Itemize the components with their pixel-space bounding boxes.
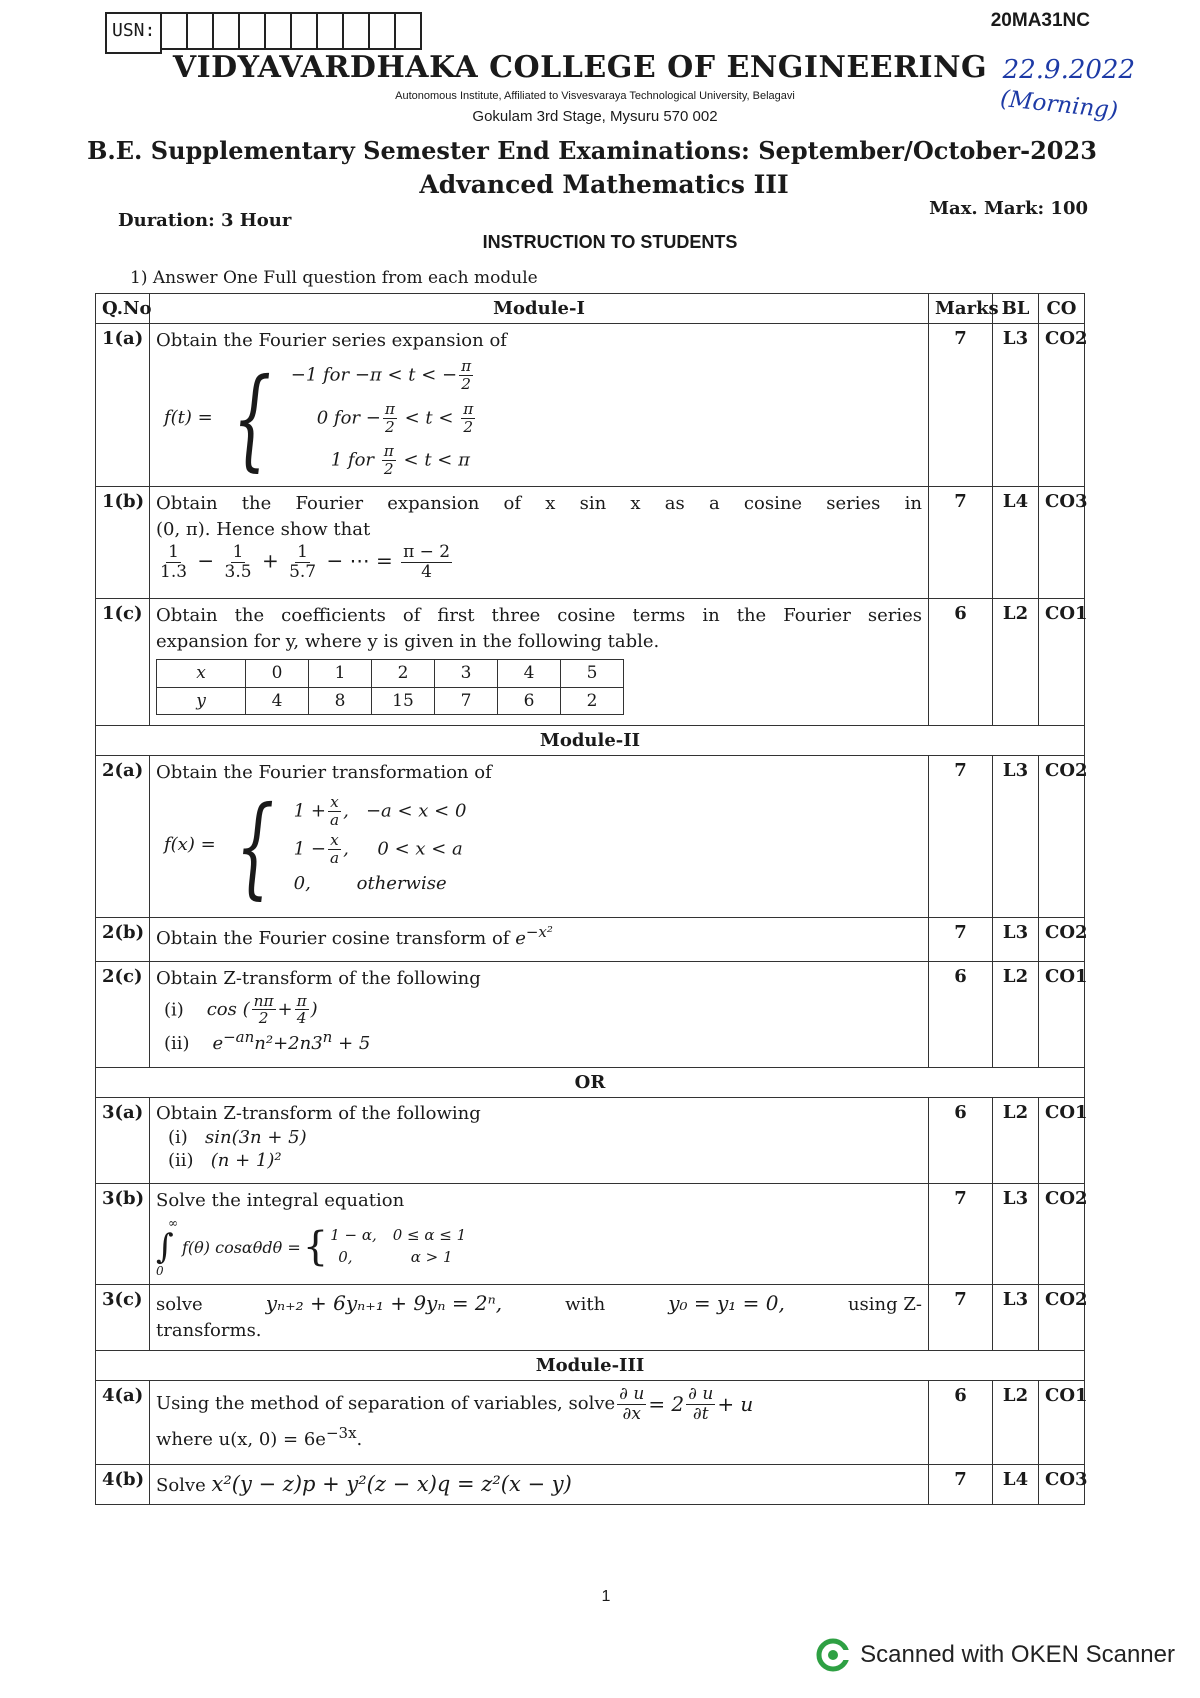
table-row <box>96 598 1085 725</box>
question-number: 2(a) <box>96 756 150 918</box>
piecewise-function <box>164 354 922 483</box>
x-value: 1 <box>309 660 372 688</box>
bl-value: L3 <box>993 1284 1039 1350</box>
instruction-item: 1) Answer One Full question from each module <box>130 268 538 288</box>
affiliation-line: Autonomous Institute, Affiliated to Visvesvaraya Technological University, Belagavi <box>395 90 795 102</box>
question-text <box>150 918 929 962</box>
usn-label: USN: <box>105 12 162 54</box>
paper-code: 20MA31NC <box>990 10 1090 31</box>
question-prompt: Obtain the Fourier cosine transform of <box>156 928 510 950</box>
co-value: CO2 <box>1039 918 1085 962</box>
y-value: 6 <box>498 687 561 715</box>
duration: Duration: 3 Hour <box>118 210 292 231</box>
usn-box-group <box>105 12 422 54</box>
question-text <box>150 324 929 487</box>
marks-value: 6 <box>929 1380 993 1464</box>
sub-question: (ii) $e^{-an}n^2+2n3^n + 5$ <box>164 1028 371 1055</box>
bl-header: BL <box>993 294 1039 324</box>
table-row <box>96 1464 1085 1504</box>
module-row <box>96 1350 1085 1380</box>
brace-symbol: { <box>235 781 274 910</box>
case-line: 1 + $\frac{x}{a}$ , −a < x < 0 <box>293 792 467 829</box>
question-text <box>150 756 929 918</box>
y-value: 2 <box>561 687 624 715</box>
bl-value: L3 <box>993 756 1039 918</box>
sub-question: (i) sin(3n + 5) <box>168 1126 307 1148</box>
y-label: y <box>157 687 246 715</box>
table-row <box>96 918 1085 962</box>
question-prompt: Obtain the Fourier series expansion of <box>156 330 507 351</box>
table-row <box>96 756 1085 918</box>
co-value: CO2 <box>1039 324 1085 487</box>
co-value: CO1 <box>1039 962 1085 1068</box>
question-number: 1(a) <box>96 324 150 487</box>
y-value: 8 <box>309 687 372 715</box>
question-text <box>150 1284 929 1350</box>
usn-cell <box>292 12 318 50</box>
module-heading: Module-II <box>96 726 1085 756</box>
table-row <box>96 1380 1085 1464</box>
co-value: CO1 <box>1039 1380 1085 1464</box>
question-text <box>150 598 929 725</box>
marks-value: 7 <box>929 1464 993 1504</box>
bl-value: L3 <box>993 1184 1039 1284</box>
question-table <box>95 293 1088 1505</box>
exam-title: B.E. Supplementary Semester End Examinations: September/October-2023 <box>87 136 1097 165</box>
usn-cell <box>396 12 422 50</box>
address-line: Gokulam 3rd Stage, Mysuru 570 002 <box>472 108 718 125</box>
usn-cell <box>188 12 214 50</box>
question-prompt: Using the method of separation of variables, solve $\frac{\partial u}{\partial x}$ = 2 $\frac{\partial u}{\partial t}$ + u <box>156 1383 754 1424</box>
usn-cell <box>370 12 396 50</box>
co-value: CO2 <box>1039 1284 1085 1350</box>
case-line: 1 for $\frac{\pi}{2}$ < t < π <box>330 442 470 479</box>
usn-cell <box>318 12 344 50</box>
question-number: 3(c) <box>96 1284 150 1350</box>
case-line: −1 for −π < t < − $\frac{\pi}{2}$ <box>290 357 472 393</box>
module-heading: Module-III <box>96 1350 1085 1380</box>
bl-value: L3 <box>993 324 1039 487</box>
question-prompt-continued: (0, π). Hence show that <box>156 519 371 541</box>
question-number: 1(b) <box>96 486 150 598</box>
handwritten-note: (Morning) <box>998 85 1120 125</box>
x-value: 0 <box>246 660 309 688</box>
module-heading: Module-I <box>150 294 929 324</box>
co-value: CO2 <box>1039 1184 1085 1284</box>
module-row <box>96 726 1085 756</box>
co-value: CO3 <box>1039 1464 1085 1504</box>
question-prompt-continued: transforms. <box>156 1320 262 1341</box>
co-value: CO2 <box>1039 756 1085 918</box>
question-text <box>150 962 929 1068</box>
usn-cell <box>162 12 188 50</box>
bl-value: L2 <box>993 598 1039 725</box>
or-label: OR <box>96 1068 1085 1098</box>
question-prompt: Solve the integral equation <box>156 1190 405 1212</box>
integral-equation: ∞ ∫ 0 f(θ) cosαθdθ = { 1 − α, 0 ≤ α ≤ 1 0, α > 1 <box>156 1215 467 1278</box>
question-text <box>150 1098 929 1184</box>
table-header-row <box>96 294 1085 324</box>
y-value: 4 <box>246 687 309 715</box>
usn-cell <box>240 12 266 50</box>
x-value: 3 <box>435 660 498 688</box>
question-number: 1(c) <box>96 598 150 725</box>
page-number: 1 <box>601 1588 611 1605</box>
cases <box>294 794 467 897</box>
handwritten-date: 22.9.2022 <box>1002 55 1135 85</box>
table-row <box>96 324 1085 487</box>
marks-value: 7 <box>929 1184 993 1284</box>
question-prompt: Obtain the Fourier expansion of x sin x as a cosine series in <box>156 492 922 514</box>
data-table <box>156 659 624 715</box>
marks-value: 6 <box>929 598 993 725</box>
table-row <box>96 962 1085 1068</box>
usn-cell <box>344 12 370 50</box>
marks-header: Marks <box>929 294 993 324</box>
cases <box>291 358 478 478</box>
usn-cell <box>266 12 292 50</box>
bl-value: L4 <box>993 1464 1039 1504</box>
or-row <box>96 1068 1085 1098</box>
marks-value: 7 <box>929 756 993 918</box>
piecewise-function <box>164 781 922 910</box>
qno-header: Q.No <box>96 294 150 324</box>
question-number: 4(a) <box>96 1380 150 1464</box>
question-text <box>150 486 929 598</box>
y-value: 15 <box>372 687 435 715</box>
case-line: 0, otherwise <box>293 873 447 895</box>
max-marks: Max. Mark: 100 <box>929 198 1088 219</box>
instructions-title: INSTRUCTION TO STUDENTS <box>482 232 738 252</box>
case-line: 0 for − $\frac{\pi}{2}$ < t < $\frac{\pi}{2}$ <box>316 399 474 436</box>
co-value: CO1 <box>1039 1098 1085 1184</box>
question-text <box>150 1464 929 1504</box>
marks-value: 6 <box>929 962 993 1068</box>
question-prompt-continued: where u(x, $0) = 6e^{-3x}$. <box>156 1424 363 1451</box>
x-label: x <box>157 660 246 688</box>
y-row <box>157 687 624 715</box>
case-line: 1 − $\frac{x}{a}$ , 0 < x < a <box>293 831 463 868</box>
co-value: CO1 <box>1039 598 1085 725</box>
table-row <box>96 1184 1085 1284</box>
question-prompt: Obtain Z-transform of the following <box>156 1103 481 1125</box>
bl-value: L2 <box>993 1380 1039 1464</box>
sub-question: (i) cos ( $\frac{n\pi}{2}$ + $\frac{\pi}{4}$ ) <box>164 991 318 1028</box>
function-lhs: f(t) = <box>164 406 213 428</box>
marks-value: 7 <box>929 324 993 487</box>
question-prompt: Solve <box>156 1474 206 1496</box>
question-prompt: Obtain the coefficients of first three cosine terms in the Fourier series <box>156 604 922 626</box>
bl-value: L2 <box>993 1098 1039 1184</box>
question-prompt: Obtain Z-transform of the following <box>156 968 481 990</box>
question-number: 2(b) <box>96 918 150 962</box>
question-number: 2(c) <box>96 962 150 1068</box>
x-value: 2 <box>372 660 435 688</box>
question-text <box>150 1380 929 1464</box>
table-row <box>96 1284 1085 1350</box>
question-number: 3(b) <box>96 1184 150 1284</box>
math-expression: $e^{-x^2}$ <box>515 923 553 950</box>
bl-value: L2 <box>993 962 1039 1068</box>
bl-value: L3 <box>993 918 1039 962</box>
subject-title: Advanced Mathematics III <box>419 170 789 199</box>
table-row <box>96 1098 1085 1184</box>
marks-value: 7 <box>929 486 993 598</box>
sub-question: (ii) (n + 1)² <box>168 1150 282 1172</box>
x-value: 5 <box>561 660 624 688</box>
co-header: CO <box>1039 294 1085 324</box>
usn-cell <box>214 12 240 50</box>
question-prompt: Obtain the Fourier transformation of <box>156 762 492 784</box>
question-text <box>150 1184 929 1284</box>
scanner-text: Scanned with OKEN Scanner <box>860 1641 1175 1668</box>
series-equation: $\frac{1}{1.3}$ − $\frac{1}{3.5}$ + $\frac{1}{5.7}$ − ⋯ = $\frac{\pi - 2}{4}$ <box>160 542 451 582</box>
question-prompt-continued: expansion for y, where y is given in the following table. <box>156 631 660 653</box>
oken-scanner-logo-icon <box>816 1638 850 1672</box>
co-value: CO3 <box>1039 486 1085 598</box>
x-row <box>157 660 624 688</box>
brace-symbol: { <box>232 354 271 483</box>
question-number: 4(b) <box>96 1464 150 1504</box>
table-row <box>96 486 1085 598</box>
math-expression: x²(y − z)p + y²(z − x)q = z²(x − y) <box>211 1471 572 1496</box>
college-name: VIDYAVARDHAKA COLLEGE OF ENGINEERING <box>172 50 988 85</box>
marks-value: 7 <box>929 918 993 962</box>
y-value: 7 <box>435 687 498 715</box>
scanner-watermark <box>816 1638 1175 1672</box>
bl-value: L4 <box>993 486 1039 598</box>
question-number: 3(a) <box>96 1098 150 1184</box>
marks-value: 7 <box>929 1284 993 1350</box>
function-lhs: f(x) = <box>164 834 216 856</box>
question-prompt: solve yₙ₊₂ + 6yₙ₊₁ + 9yₙ = 2ⁿ, with y₀ = y₁ = 0, using Z- <box>156 1290 922 1315</box>
marks-value: 6 <box>929 1098 993 1184</box>
x-value: 4 <box>498 660 561 688</box>
